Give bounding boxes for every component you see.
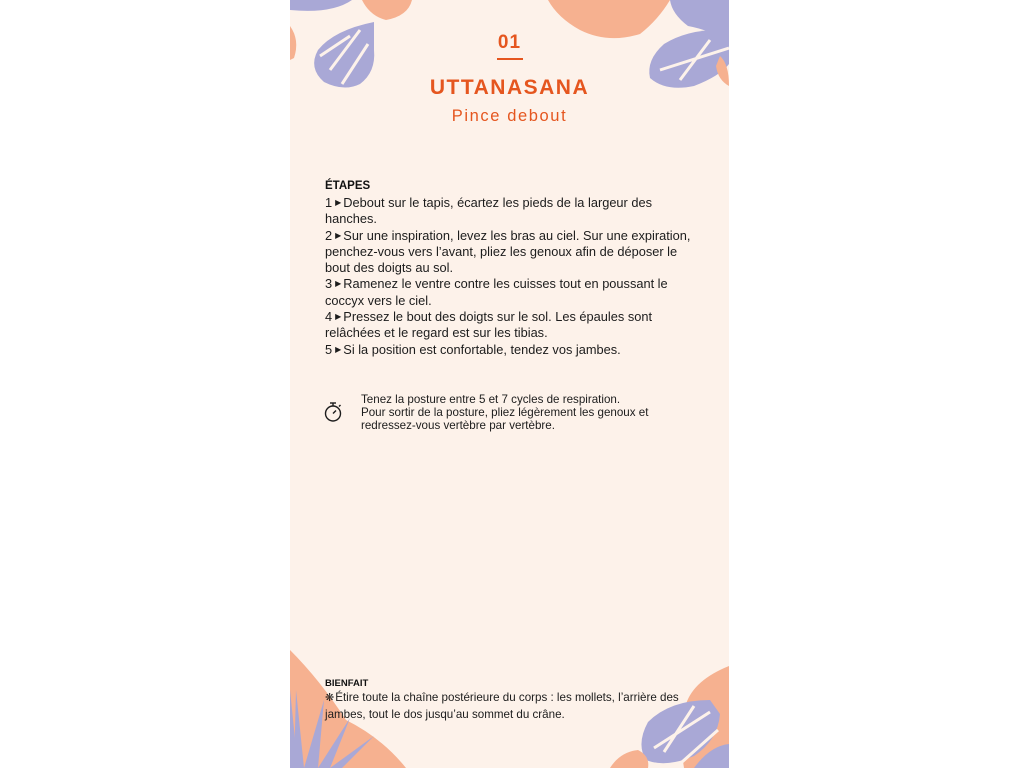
steps-list <box>325 195 695 358</box>
step-item <box>325 228 695 277</box>
benefit-heading: BIENFAIT <box>325 678 369 689</box>
step-number: 5 <box>325 341 333 357</box>
play-triangle-icon: ▶ <box>335 198 342 207</box>
step-item <box>325 309 695 342</box>
step-number: 4 <box>325 309 333 325</box>
hold-instructions <box>361 393 691 432</box>
leaf-top-left-purple-small <box>290 0 352 11</box>
step-number: 1 <box>325 195 333 210</box>
step-text: Debout sur le tapis, écartez les pieds de la largeur des hanches. <box>325 195 652 227</box>
pose-card <box>290 0 729 768</box>
step-text: Si la position est confortable, tendez vos jambes. <box>343 341 621 357</box>
step-number: 2 <box>325 227 333 243</box>
pose-number-underline <box>497 58 523 60</box>
steps-heading: ÉTAPES <box>325 180 371 192</box>
step-text: Ramenez le ventre contre les cuisses tout en poussant le coccyx vers le ciel. <box>325 276 668 308</box>
step-number: 3 <box>325 276 333 292</box>
play-triangle-icon: ▶ <box>335 312 342 322</box>
hold-line-2: Pour sortir de la posture, pliez légèrement les genoux et redressez-vous vertèbre par vertèbre. <box>361 406 649 432</box>
step-item <box>325 342 695 358</box>
step-item <box>325 195 695 228</box>
play-triangle-icon: ▶ <box>335 344 342 354</box>
pose-subtitle: Pince debout <box>451 107 568 125</box>
pose-title: UTTANASANA <box>429 76 590 99</box>
step-item <box>325 276 695 309</box>
step-text: Sur une inspiration, levez les bras au ciel. Sur une expiration, penchez-vous vers l’avant, pliez les genoux afin de déposer le bout des doigts au sol. <box>325 227 691 276</box>
asterisk-icon: ❋ <box>325 692 335 704</box>
step-text: Pressez le bout des doigts sur le sol. Les épaules sont relâchées et le regard est sur les tibias. <box>325 309 653 341</box>
play-triangle-icon: ▶ <box>335 230 342 240</box>
play-triangle-icon: ▶ <box>335 279 342 289</box>
pose-number: 01 <box>497 32 522 53</box>
benefit-text-block <box>325 690 700 722</box>
leaf-top-left-peach <box>362 0 412 20</box>
stopwatch-icon <box>323 401 343 423</box>
hold-line-1: Tenez la posture entre 5 et 7 cycles de respiration. <box>361 393 621 406</box>
benefit-text: Étire toute la chaîne postérieure du corps : les mollets, l’arrière des jambes, tout le dos jusqu’au sommet du crâne. <box>325 691 679 721</box>
